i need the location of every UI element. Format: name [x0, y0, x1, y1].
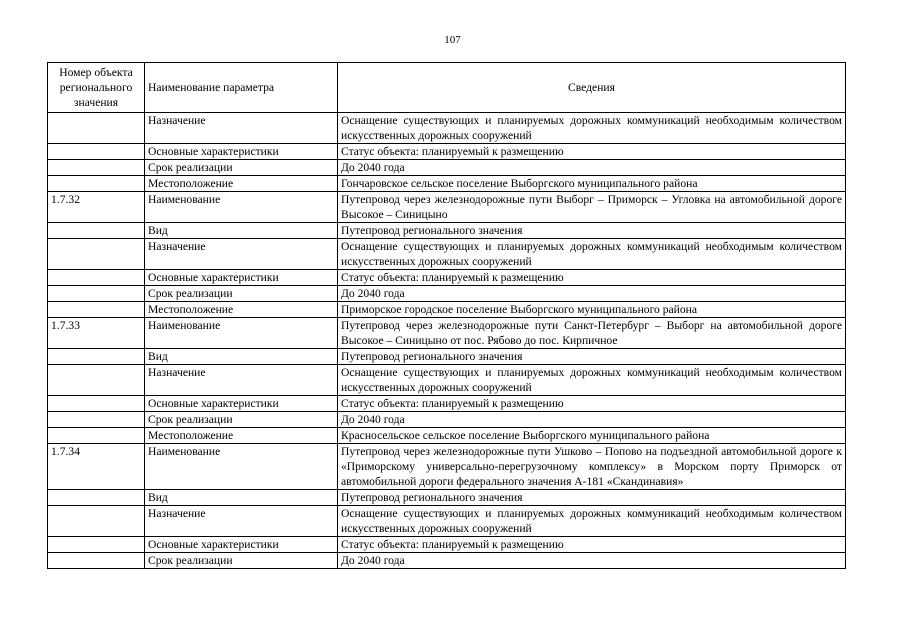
table-row — [48, 506, 846, 537]
page-number: 107 — [444, 34, 461, 46]
details-cell: Путепровод через железнодорожные пути Ушково – Попово на подъездной автомобильной дороге к «Приморскому универсально-перегрузочному комплексу» в Морском порту Приморск от автомобильной дороги федерального значения А-181 «Скандинавия» — [338, 444, 846, 490]
header-object-number: Номер объекта регионального значения — [48, 63, 145, 113]
details-cell: Оснащение существующих и планируемых дорожных коммуникаций необходимым количеством искусственных дорожных сооружений — [338, 239, 846, 270]
table-row — [48, 396, 846, 412]
table-row — [48, 490, 846, 506]
table-header-row — [48, 63, 846, 113]
parameter-name-cell: Основные характеристики — [145, 537, 338, 553]
parameter-name-cell: Срок реализации — [145, 553, 338, 569]
details-cell: Путепровод регионального значения — [338, 349, 846, 365]
table-row — [48, 192, 846, 223]
details-cell: Приморское городское поселение Выборгского муниципального района — [338, 302, 846, 318]
parameter-name-cell: Наименование — [145, 318, 338, 349]
parameter-name-cell: Вид — [145, 223, 338, 239]
parameter-name-cell: Вид — [145, 349, 338, 365]
table-row — [48, 223, 846, 239]
object-number-cell-continued — [48, 239, 145, 270]
object-number-cell-continued — [48, 506, 145, 537]
details-cell: Путепровод регионального значения — [338, 223, 846, 239]
header-parameter-name: Наименование параметра — [145, 63, 338, 113]
table-row — [48, 428, 846, 444]
parameter-name-cell: Основные характеристики — [145, 144, 338, 160]
table-row — [48, 365, 846, 396]
details-cell: Путепровод через железнодорожные пути Санкт-Петербург – Выборг на автомобильной дороге Высокое – Синицыно от пос. Рябово до пос. Кирпичное — [338, 318, 846, 349]
details-cell: Статус объекта: планируемый к размещению — [338, 537, 846, 553]
object-number-cell-continued — [48, 412, 145, 428]
object-number-cell-continued — [48, 270, 145, 286]
object-number-cell: 1.7.33 — [48, 318, 145, 349]
parameter-name-cell: Назначение — [145, 239, 338, 270]
object-number-cell-continued — [48, 553, 145, 569]
parameter-name-cell: Назначение — [145, 365, 338, 396]
header-details: Сведения — [338, 63, 846, 113]
details-cell: До 2040 года — [338, 412, 846, 428]
details-cell: Оснащение существующих и планируемых дорожных коммуникаций необходимым количеством искусственных дорожных сооружений — [338, 506, 846, 537]
details-cell: Путепровод регионального значения — [338, 490, 846, 506]
parameter-name-cell: Местоположение — [145, 176, 338, 192]
table-row — [48, 239, 846, 270]
object-number-cell-continued — [48, 144, 145, 160]
object-number-cell-continued — [48, 349, 145, 365]
object-number-cell-continued — [48, 176, 145, 192]
table-body — [48, 113, 846, 569]
parameter-name-cell: Назначение — [145, 506, 338, 537]
object-number-cell-continued — [48, 160, 145, 176]
table-row — [48, 160, 846, 176]
parameter-name-cell: Наименование — [145, 192, 338, 223]
details-cell: Путепровод через железнодорожные пути Выборг – Приморск – Угловка на автомобильной дороге Высокое – Синицыно — [338, 192, 846, 223]
table-row — [48, 444, 846, 490]
regional-objects-table — [47, 62, 846, 569]
table-row — [48, 144, 846, 160]
parameter-name-cell: Местоположение — [145, 302, 338, 318]
table-row — [48, 553, 846, 569]
object-number-cell: 1.7.32 — [48, 192, 145, 223]
object-number-cell-continued — [48, 396, 145, 412]
table-row — [48, 318, 846, 349]
object-number-cell-continued — [48, 302, 145, 318]
object-number-cell — [48, 113, 145, 144]
table-row — [48, 412, 846, 428]
parameter-name-cell: Срок реализации — [145, 286, 338, 302]
parameter-name-cell: Срок реализации — [145, 160, 338, 176]
parameter-name-cell: Основные характеристики — [145, 270, 338, 286]
table-row — [48, 176, 846, 192]
object-number-cell-continued — [48, 223, 145, 239]
parameter-name-cell: Назначение — [145, 113, 338, 144]
details-cell: Красносельское сельское поселение Выборгского муниципального района — [338, 428, 846, 444]
object-number-cell-continued — [48, 537, 145, 553]
details-cell: Гончаровское сельское поселение Выборгского муниципального района — [338, 176, 846, 192]
object-number-cell-continued — [48, 428, 145, 444]
table-row — [48, 349, 846, 365]
object-number-cell: 1.7.34 — [48, 444, 145, 490]
object-number-cell-continued — [48, 286, 145, 302]
parameter-name-cell: Наименование — [145, 444, 338, 490]
parameter-name-cell: Вид — [145, 490, 338, 506]
details-cell: До 2040 года — [338, 553, 846, 569]
object-number-cell-continued — [48, 365, 145, 396]
details-cell: Оснащение существующих и планируемых дорожных коммуникаций необходимым количеством искусственных дорожных сооружений — [338, 365, 846, 396]
parameter-name-cell: Срок реализации — [145, 412, 338, 428]
details-cell: До 2040 года — [338, 160, 846, 176]
object-number-cell-continued — [48, 490, 145, 506]
parameter-name-cell: Основные характеристики — [145, 396, 338, 412]
details-cell: Статус объекта: планируемый к размещению — [338, 144, 846, 160]
details-cell: Оснащение существующих и планируемых дорожных коммуникаций необходимым количеством искусственных дорожных сооружений — [338, 113, 846, 144]
table-row — [48, 537, 846, 553]
parameter-name-cell: Местоположение — [145, 428, 338, 444]
table-row — [48, 286, 846, 302]
details-cell: До 2040 года — [338, 286, 846, 302]
details-cell: Статус объекта: планируемый к размещению — [338, 396, 846, 412]
table-row — [48, 270, 846, 286]
table-row — [48, 113, 846, 144]
table-row — [48, 302, 846, 318]
details-cell: Статус объекта: планируемый к размещению — [338, 270, 846, 286]
